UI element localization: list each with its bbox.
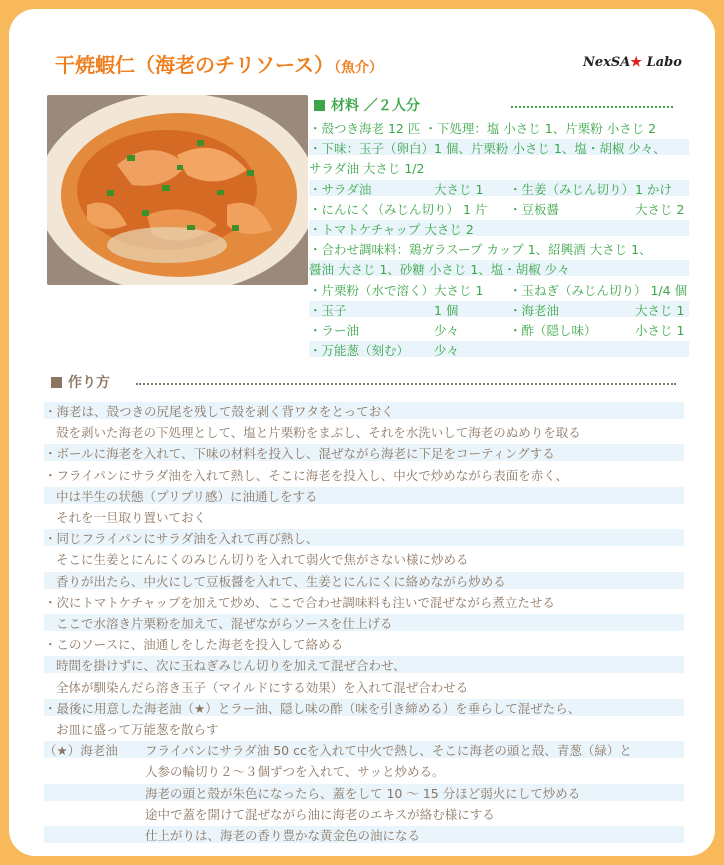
ingredient-text: 少々: [434, 323, 460, 338]
ingredient-text: ・片栗粉（水で溶く）大さじ 1: [309, 282, 484, 298]
ingredient-text: 1 かけ: [635, 181, 672, 197]
ingredient-row: [309, 197, 689, 219]
step-label: （★）海老油: [44, 743, 118, 759]
method-step-line: [44, 653, 684, 674]
logo-text-2: Labo: [642, 55, 682, 70]
ingredient-row: [309, 257, 689, 279]
ingredient-text: ・殻つき海老 12 匹 ・下処理：塩 小さじ 1、片栗粉 小さじ 2: [309, 121, 657, 136]
method-step-line: [44, 759, 684, 780]
ingredient-text: 1 個: [434, 302, 459, 318]
method-step-line: [44, 569, 684, 590]
heading-square-icon: [314, 100, 325, 111]
method-step-line: [44, 696, 684, 717]
ingredient-text: ・生姜（みじん切り）: [509, 181, 635, 197]
ingredient-text: 大さじ 2: [635, 201, 685, 217]
step-text: 全体が馴染んだら溶き玉子（マイルドにする効果）を入れて混ぜ合わせる: [56, 679, 469, 695]
method-step-line: [44, 526, 684, 547]
ingredient-text: ・合わせ調味料：鶏ガラスープ カップ 1、紹興酒 大さじ 1、: [309, 242, 652, 258]
method-step-line: [44, 463, 684, 484]
ingredient-text: 大さじ 1: [635, 302, 685, 318]
dish-photo: [47, 95, 308, 285]
method-step-line: [44, 781, 684, 802]
ingredient-text: ・サラダ油: [309, 181, 372, 197]
method-step-line: [44, 484, 684, 505]
ingredient-row: [309, 278, 689, 300]
ingredient-text: 大さじ 1: [434, 181, 484, 197]
ingredient-row: [309, 177, 689, 199]
title-main: 干焼蝦仁（海老のチリソース）: [55, 53, 334, 77]
step-text: 人参の輪切り２～３個ずつを入れて、サッと炒める。: [145, 764, 445, 780]
recipe-card: [9, 9, 715, 856]
step-text: ・フライパンにサラダ油を入れて熱し、そこに海老を投入し、中火で炒めながら表面を赤く、: [44, 467, 569, 483]
step-text: ・ボールに海老を入れて、下味の材料を投入し、混ぜながら海老に下足をコーティングする: [44, 446, 555, 462]
ingredient-text: ・玉子: [309, 302, 347, 318]
brand-logo: [583, 55, 682, 70]
method-step-line: [44, 547, 684, 568]
ingredient-text: ・玉ねぎ（みじん切り） 1/4 個: [509, 282, 688, 298]
step-text: ・海老は、殻つきの尻尾を残して殻を剥く背ワタをとっておく: [44, 404, 394, 419]
step-text: それを一旦取り置いておく: [56, 510, 207, 525]
step-text: 中は半生の状態（プリプリ感）に油通しをする: [56, 488, 318, 504]
step-text: 途中で蓋を開けて混ぜながら油に海老のエキスが絡む様にする: [145, 806, 495, 822]
ingredient-text: 醤油 大さじ 1、砂糖 小さじ 1、塩・胡椒 少々: [309, 262, 570, 278]
ingredients-heading-text: 材料 ／２人分: [331, 98, 420, 114]
ingredient-text: ・豆板醤: [509, 201, 560, 217]
ingredients-heading-divider: [511, 106, 673, 108]
ingredient-row: [309, 136, 689, 158]
ingredient-text: ・ラー油: [309, 323, 360, 338]
step-text: そこに生姜とにんにくのみじん切りを入れて弱火で焦がさない様に炒める: [56, 552, 469, 568]
ingredient-row: [309, 298, 689, 320]
step-text: ここで水溶き片栗粉を加えて、混ぜながらソースを仕上げる: [56, 616, 393, 631]
ingredient-text: ・万能葱（刻む）: [309, 343, 410, 359]
method-heading-text: 作り方: [68, 375, 110, 391]
method-heading-divider: [136, 383, 676, 385]
ingredient-row: [309, 338, 689, 360]
ingredient-text: ・酢（隠し味）: [509, 323, 597, 338]
step-text: 海老の頭と殻が朱色になったら、蓋をして 10 ～ 15 分ほど弱火にして炒める: [145, 785, 581, 801]
ingredient-text: 少々: [434, 343, 460, 359]
title-category: （魚介）: [334, 60, 383, 76]
ingredient-text: サラダ油 大さじ 1/2: [309, 161, 425, 177]
heading-square-icon: [51, 377, 62, 388]
method-step-line: [44, 399, 684, 420]
method-step-line: [44, 420, 684, 441]
logo-star: ★: [630, 55, 643, 70]
method-step-line: [44, 675, 684, 696]
recipe-title: [55, 49, 383, 78]
step-text: 仕上がりは、海老の香り豊かな黄金色の油になる: [145, 828, 421, 843]
step-text: フライパンにサラダ油 50 ccを入れて中火で熱し、そこに海老の頭と殻、青葱（緑）と: [145, 743, 632, 759]
method-heading: [51, 372, 110, 392]
step-text: ・最後に用意した海老油（★）とラー油、隠し味の酢（味を引き締める）を垂らして混ぜたら、: [44, 700, 581, 716]
ingredient-text: ・下味：玉子（卵白）1 個、片栗粉 小さじ 1、塩・胡椒 少々、: [309, 141, 666, 157]
ingredient-text: 小さじ 1: [635, 323, 685, 338]
method-step-line: [44, 738, 684, 759]
method-step-line: [44, 441, 684, 462]
ingredient-row: [309, 156, 689, 178]
method-step-line: [44, 611, 684, 632]
ingredient-text: ・トマトケチャップ 大さじ 2: [309, 222, 474, 237]
step-text: ・このソースに、油通しをした海老を投入して絡める: [44, 637, 344, 653]
step-text: 時間を掛けずに、次に玉ねぎみじん切りを加えて混ぜ合わせ、: [56, 658, 406, 674]
ingredient-text: ・にんにく（みじん切り） 1 片: [309, 201, 488, 217]
ingredients-heading: [314, 95, 420, 115]
ingredient-row: [309, 217, 689, 239]
method-step-line: [44, 717, 684, 738]
ingredient-row: [309, 318, 689, 340]
method-step-line: [44, 505, 684, 526]
method-step-line: [44, 632, 684, 653]
method-step-line: [44, 802, 684, 823]
step-text: ・次にトマトケチャップを加えて炒め、ここで合わせ調味料も注いで混ぜながら煮立たせる: [44, 594, 555, 610]
ingredient-row: [309, 116, 689, 138]
logo-text: NexSA: [583, 55, 631, 70]
ingredient-row: [309, 237, 689, 259]
ingredient-text: ・海老油: [509, 302, 560, 318]
step-text: ・同じフライパンにサラダ油を入れて再び熱し、: [44, 531, 319, 547]
ingredients-list: [309, 116, 689, 360]
step-text: 香りが出たら、中火にして豆板醤を入れて、生姜とにんにくに絡めながら炒める: [56, 573, 506, 589]
method-step-line: [44, 590, 684, 611]
step-text: 殻を剥いた海老の下処理として、塩と片栗粉をまぶし、それを水洗いして海老のぬめりを取る: [56, 425, 581, 441]
step-text: お皿に盛って万能葱を散らす: [56, 722, 219, 737]
method-step-line: [44, 823, 684, 844]
